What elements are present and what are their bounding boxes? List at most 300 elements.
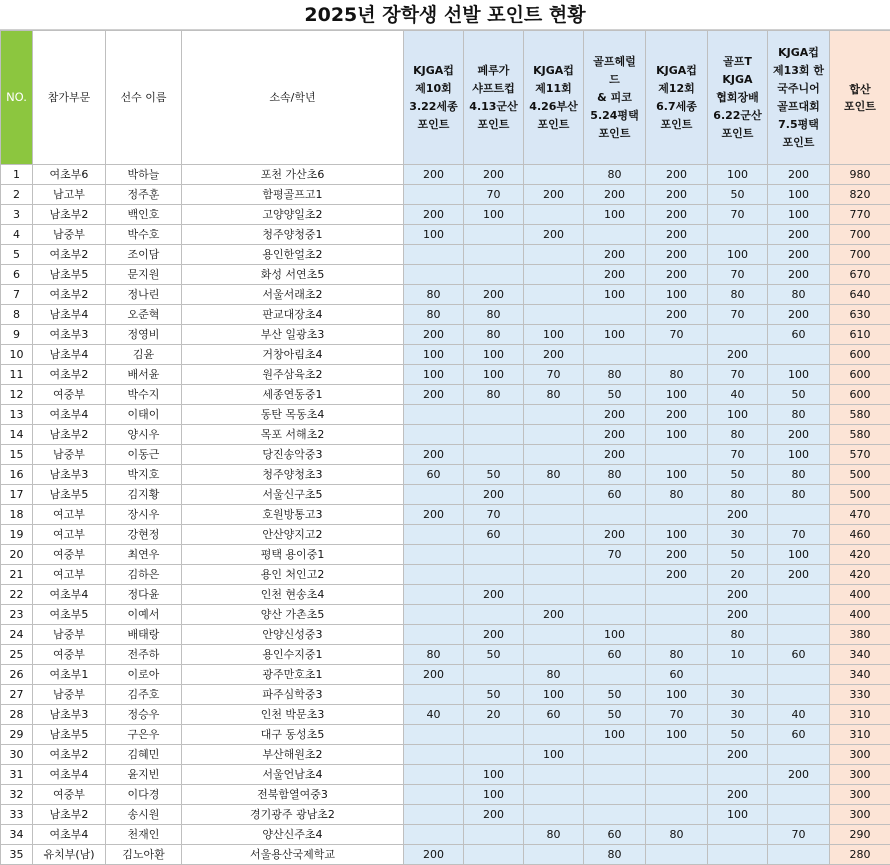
cell-points[interactable] [768,785,830,805]
cell-points[interactable]: 200 [584,265,646,285]
cell-school[interactable]: 전북함열여중3 [182,785,404,805]
cell-points[interactable] [708,765,768,785]
cell-points[interactable]: 100 [524,325,584,345]
cell-points[interactable]: 200 [768,565,830,585]
cell-no[interactable]: 32 [1,785,33,805]
cell-points[interactable] [708,845,768,865]
cell-total[interactable]: 340 [830,665,890,685]
cell-name[interactable]: 이예서 [106,605,182,625]
cell-points[interactable]: 100 [464,785,524,805]
cell-points[interactable]: 200 [646,305,708,325]
cell-school[interactable]: 광주만호초1 [182,665,404,685]
cell-points[interactable] [646,605,708,625]
cell-division[interactable]: 여초부6 [33,165,106,185]
header-event[interactable] [404,31,464,165]
cell-points[interactable] [646,805,708,825]
cell-no[interactable]: 7 [1,285,33,305]
cell-total[interactable]: 580 [830,405,890,425]
cell-points[interactable]: 60 [768,645,830,665]
cell-points[interactable]: 80 [646,485,708,505]
cell-name[interactable]: 강현정 [106,525,182,545]
cell-points[interactable]: 100 [584,325,646,345]
cell-school[interactable]: 용인 처인고2 [182,565,404,585]
cell-name[interactable]: 이동근 [106,445,182,465]
cell-points[interactable] [404,725,464,745]
cell-points[interactable]: 100 [768,445,830,465]
cell-school[interactable]: 경기광주 광남초2 [182,805,404,825]
cell-points[interactable]: 70 [646,705,708,725]
cell-school[interactable]: 세종연동중1 [182,385,404,405]
cell-name[interactable]: 이태이 [106,405,182,425]
cell-points[interactable] [404,545,464,565]
cell-total[interactable]: 610 [830,325,890,345]
cell-points[interactable] [646,585,708,605]
cell-points[interactable] [646,345,708,365]
cell-points[interactable] [464,445,524,465]
cell-points[interactable]: 50 [708,185,768,205]
cell-points[interactable]: 200 [524,345,584,365]
cell-points[interactable]: 40 [768,705,830,725]
cell-points[interactable]: 80 [768,485,830,505]
cell-total[interactable]: 310 [830,725,890,745]
cell-points[interactable] [464,405,524,425]
cell-points[interactable]: 80 [646,825,708,845]
cell-no[interactable]: 33 [1,805,33,825]
cell-points[interactable]: 60 [524,705,584,725]
cell-no[interactable]: 17 [1,485,33,505]
cell-points[interactable]: 80 [404,645,464,665]
cell-division[interactable]: 남초부2 [33,425,106,445]
cell-school[interactable]: 목포 서해초2 [182,425,404,445]
cell-points[interactable]: 80 [646,365,708,385]
cell-division[interactable]: 남초부2 [33,805,106,825]
cell-points[interactable]: 40 [708,385,768,405]
cell-division[interactable]: 남초부2 [33,205,106,225]
cell-points[interactable] [464,245,524,265]
cell-division[interactable]: 남초부4 [33,345,106,365]
cell-name[interactable]: 백인호 [106,205,182,225]
cell-points[interactable] [404,605,464,625]
cell-points[interactable]: 70 [464,505,524,525]
cell-division[interactable]: 여초부4 [33,825,106,845]
cell-school[interactable]: 용인수지중1 [182,645,404,665]
header-total[interactable] [830,31,890,165]
cell-no[interactable]: 6 [1,265,33,285]
cell-division[interactable]: 남초부3 [33,705,106,725]
cell-points[interactable]: 200 [646,205,708,225]
cell-name[interactable]: 장시우 [106,505,182,525]
cell-school[interactable]: 파주심학중3 [182,685,404,705]
cell-total[interactable]: 500 [830,485,890,505]
cell-points[interactable]: 60 [584,485,646,505]
cell-total[interactable]: 420 [830,565,890,585]
header-event[interactable] [646,31,708,165]
cell-points[interactable]: 100 [646,385,708,405]
cell-school[interactable]: 대구 동성초5 [182,725,404,745]
cell-points[interactable] [404,625,464,645]
cell-points[interactable]: 100 [464,365,524,385]
cell-points[interactable]: 100 [584,205,646,225]
cell-name[interactable]: 정승우 [106,705,182,725]
cell-points[interactable] [464,665,524,685]
cell-total[interactable]: 770 [830,205,890,225]
cell-points[interactable]: 60 [646,665,708,685]
cell-points[interactable] [646,765,708,785]
cell-points[interactable]: 50 [708,725,768,745]
cell-school[interactable]: 인천 박문초3 [182,705,404,725]
cell-points[interactable] [584,785,646,805]
cell-points[interactable]: 100 [584,625,646,645]
cell-points[interactable] [404,745,464,765]
cell-division[interactable]: 남중부 [33,445,106,465]
cell-points[interactable] [646,625,708,645]
cell-name[interactable]: 정주훈 [106,185,182,205]
cell-points[interactable] [404,425,464,445]
cell-points[interactable]: 200 [646,265,708,285]
cell-points[interactable]: 70 [464,185,524,205]
cell-points[interactable]: 200 [464,625,524,645]
cell-points[interactable]: 200 [584,405,646,425]
cell-points[interactable]: 100 [708,405,768,425]
cell-points[interactable]: 100 [464,345,524,365]
cell-points[interactable]: 200 [708,785,768,805]
cell-school[interactable]: 서울언남초4 [182,765,404,785]
cell-points[interactable] [646,845,708,865]
cell-name[interactable]: 이다경 [106,785,182,805]
cell-school[interactable]: 서울서래초2 [182,285,404,305]
cell-total[interactable]: 570 [830,445,890,465]
cell-points[interactable]: 100 [768,205,830,225]
header-no[interactable]: NO. [1,31,33,165]
cell-total[interactable]: 470 [830,505,890,525]
cell-points[interactable]: 100 [464,765,524,785]
cell-points[interactable] [708,665,768,685]
cell-points[interactable] [524,165,584,185]
cell-name[interactable]: 문지원 [106,265,182,285]
cell-points[interactable] [646,505,708,525]
cell-points[interactable] [768,585,830,605]
cell-total[interactable]: 820 [830,185,890,205]
cell-points[interactable]: 80 [464,305,524,325]
cell-points[interactable]: 200 [646,405,708,425]
cell-points[interactable] [708,225,768,245]
cell-school[interactable]: 원주삼육초2 [182,365,404,385]
cell-points[interactable]: 200 [768,305,830,325]
cell-points[interactable] [584,605,646,625]
cell-points[interactable]: 100 [646,285,708,305]
cell-points[interactable]: 100 [708,805,768,825]
cell-total[interactable]: 700 [830,245,890,265]
cell-points[interactable]: 100 [584,725,646,745]
cell-points[interactable]: 100 [646,425,708,445]
cell-points[interactable]: 200 [584,245,646,265]
cell-name[interactable]: 이로아 [106,665,182,685]
cell-no[interactable]: 12 [1,385,33,405]
cell-points[interactable] [584,505,646,525]
cell-points[interactable]: 200 [646,185,708,205]
cell-points[interactable] [768,625,830,645]
cell-division[interactable]: 남초부3 [33,465,106,485]
cell-points[interactable]: 100 [768,185,830,205]
cell-points[interactable]: 200 [768,265,830,285]
cell-points[interactable]: 100 [524,745,584,765]
cell-name[interactable]: 김하은 [106,565,182,585]
cell-points[interactable]: 70 [524,365,584,385]
cell-points[interactable] [464,225,524,245]
cell-points[interactable]: 200 [708,745,768,765]
cell-no[interactable]: 20 [1,545,33,565]
cell-division[interactable]: 남초부5 [33,265,106,285]
cell-school[interactable]: 화성 서연초5 [182,265,404,285]
cell-no[interactable]: 5 [1,245,33,265]
cell-points[interactable]: 80 [768,285,830,305]
cell-points[interactable] [768,605,830,625]
cell-total[interactable]: 420 [830,545,890,565]
cell-points[interactable] [524,785,584,805]
cell-no[interactable]: 29 [1,725,33,745]
cell-points[interactable] [464,725,524,745]
cell-division[interactable]: 여초부4 [33,405,106,425]
cell-name[interactable]: 정나린 [106,285,182,305]
cell-points[interactable] [524,505,584,525]
cell-name[interactable]: 김윤 [106,345,182,365]
cell-points[interactable] [524,765,584,785]
cell-points[interactable]: 200 [768,245,830,265]
cell-total[interactable]: 630 [830,305,890,325]
cell-no[interactable]: 3 [1,205,33,225]
header-event[interactable] [524,31,584,165]
cell-school[interactable]: 포천 가산초6 [182,165,404,185]
cell-points[interactable]: 100 [464,205,524,225]
cell-school[interactable]: 청주양청초3 [182,465,404,485]
cell-school[interactable]: 서울신구초5 [182,485,404,505]
cell-points[interactable]: 100 [708,165,768,185]
cell-points[interactable] [404,805,464,825]
cell-no[interactable]: 27 [1,685,33,705]
cell-points[interactable]: 80 [708,625,768,645]
cell-points[interactable]: 200 [404,665,464,685]
cell-name[interactable]: 박지호 [106,465,182,485]
cell-points[interactable] [404,685,464,705]
cell-division[interactable]: 남중부 [33,625,106,645]
cell-points[interactable] [464,265,524,285]
cell-total[interactable]: 500 [830,465,890,485]
cell-points[interactable]: 50 [708,545,768,565]
cell-points[interactable]: 200 [646,225,708,245]
cell-division[interactable]: 남초부4 [33,305,106,325]
cell-points[interactable]: 200 [646,165,708,185]
cell-points[interactable]: 70 [708,205,768,225]
cell-no[interactable]: 14 [1,425,33,445]
cell-points[interactable] [524,805,584,825]
cell-points[interactable]: 70 [768,525,830,545]
cell-no[interactable]: 26 [1,665,33,685]
cell-points[interactable]: 200 [524,185,584,205]
cell-no[interactable]: 8 [1,305,33,325]
cell-points[interactable] [524,285,584,305]
cell-points[interactable] [464,745,524,765]
cell-points[interactable] [584,745,646,765]
cell-no[interactable]: 9 [1,325,33,345]
cell-total[interactable]: 980 [830,165,890,185]
cell-points[interactable] [584,305,646,325]
cell-points[interactable] [768,805,830,825]
cell-points[interactable]: 80 [708,425,768,445]
cell-school[interactable]: 서울용산국제학교 [182,845,404,865]
cell-points[interactable] [584,585,646,605]
cell-points[interactable] [524,265,584,285]
cell-total[interactable]: 300 [830,745,890,765]
cell-no[interactable]: 18 [1,505,33,525]
cell-school[interactable]: 양산 가촌초5 [182,605,404,625]
cell-name[interactable]: 천재인 [106,825,182,845]
cell-points[interactable]: 200 [464,165,524,185]
cell-no[interactable]: 25 [1,645,33,665]
cell-points[interactable]: 50 [708,465,768,485]
cell-division[interactable]: 여초부2 [33,245,106,265]
cell-division[interactable]: 여초부4 [33,765,106,785]
cell-total[interactable]: 460 [830,525,890,545]
cell-points[interactable]: 200 [404,505,464,525]
cell-points[interactable]: 80 [524,665,584,685]
cell-points[interactable] [708,325,768,345]
cell-total[interactable]: 600 [830,365,890,385]
cell-name[interactable]: 오준혁 [106,305,182,325]
cell-points[interactable] [464,565,524,585]
cell-points[interactable] [524,845,584,865]
cell-total[interactable]: 280 [830,845,890,865]
cell-points[interactable]: 200 [646,545,708,565]
cell-points[interactable]: 70 [708,365,768,385]
cell-total[interactable]: 300 [830,805,890,825]
cell-points[interactable]: 40 [404,705,464,725]
cell-division[interactable]: 여초부2 [33,365,106,385]
cell-no[interactable]: 11 [1,365,33,385]
cell-no[interactable]: 1 [1,165,33,185]
cell-division[interactable]: 여고부 [33,505,106,525]
cell-school[interactable]: 판교대장초4 [182,305,404,325]
cell-points[interactable] [404,585,464,605]
cell-name[interactable]: 최연우 [106,545,182,565]
cell-points[interactable]: 80 [464,325,524,345]
cell-name[interactable]: 배서윤 [106,365,182,385]
cell-name[interactable]: 정다윤 [106,585,182,605]
cell-points[interactable] [404,485,464,505]
cell-name[interactable]: 구은우 [106,725,182,745]
header-school[interactable]: 소속/학년 [182,31,404,165]
cell-points[interactable] [464,545,524,565]
cell-points[interactable]: 20 [708,565,768,585]
cell-points[interactable]: 200 [464,285,524,305]
cell-points[interactable] [524,565,584,585]
cell-school[interactable]: 부산해원초2 [182,745,404,765]
cell-points[interactable]: 100 [646,525,708,545]
cell-division[interactable]: 여중부 [33,545,106,565]
cell-division[interactable]: 여초부4 [33,585,106,605]
cell-division[interactable]: 남초부5 [33,725,106,745]
cell-points[interactable]: 200 [646,565,708,585]
cell-school[interactable]: 당진송악중3 [182,445,404,465]
cell-division[interactable]: 여중부 [33,785,106,805]
cell-points[interactable]: 100 [646,725,708,745]
cell-points[interactable]: 100 [404,225,464,245]
cell-points[interactable] [404,565,464,585]
cell-points[interactable] [464,605,524,625]
cell-points[interactable]: 200 [404,845,464,865]
cell-division[interactable]: 여초부2 [33,285,106,305]
cell-division[interactable]: 남중부 [33,225,106,245]
cell-points[interactable] [404,405,464,425]
cell-points[interactable]: 50 [584,705,646,725]
cell-points[interactable] [768,845,830,865]
cell-points[interactable]: 50 [464,465,524,485]
cell-points[interactable] [524,425,584,445]
cell-points[interactable] [584,765,646,785]
cell-points[interactable]: 70 [708,305,768,325]
cell-school[interactable]: 호원방통고3 [182,505,404,525]
cell-total[interactable]: 330 [830,685,890,705]
cell-points[interactable] [404,765,464,785]
cell-points[interactable] [768,345,830,365]
cell-name[interactable]: 송시원 [106,805,182,825]
cell-total[interactable]: 340 [830,645,890,665]
cell-total[interactable]: 700 [830,225,890,245]
cell-points[interactable]: 200 [768,225,830,245]
cell-points[interactable]: 50 [584,385,646,405]
cell-points[interactable] [524,645,584,665]
cell-points[interactable]: 100 [404,345,464,365]
cell-points[interactable] [524,305,584,325]
cell-points[interactable] [464,845,524,865]
cell-points[interactable] [646,445,708,465]
cell-points[interactable]: 80 [584,365,646,385]
cell-division[interactable]: 남중부 [33,685,106,705]
cell-name[interactable]: 박하늘 [106,165,182,185]
cell-points[interactable]: 60 [464,525,524,545]
cell-total[interactable]: 380 [830,625,890,645]
cell-points[interactable]: 80 [708,285,768,305]
cell-points[interactable]: 80 [768,405,830,425]
cell-division[interactable]: 여고부 [33,565,106,585]
cell-points[interactable]: 200 [708,505,768,525]
cell-total[interactable]: 290 [830,825,890,845]
cell-points[interactable]: 70 [708,445,768,465]
cell-division[interactable]: 여초부2 [33,745,106,765]
cell-division[interactable]: 여고부 [33,525,106,545]
cell-no[interactable]: 16 [1,465,33,485]
cell-points[interactable] [524,625,584,645]
cell-points[interactable]: 100 [708,245,768,265]
cell-points[interactable] [768,685,830,705]
cell-points[interactable] [646,745,708,765]
cell-points[interactable] [524,545,584,565]
cell-total[interactable]: 670 [830,265,890,285]
cell-points[interactable]: 80 [584,465,646,485]
cell-points[interactable]: 70 [584,545,646,565]
cell-no[interactable]: 35 [1,845,33,865]
cell-points[interactable]: 30 [708,705,768,725]
cell-no[interactable]: 22 [1,585,33,605]
cell-points[interactable]: 20 [464,705,524,725]
cell-points[interactable]: 100 [404,365,464,385]
cell-points[interactable]: 30 [708,685,768,705]
cell-total[interactable]: 400 [830,605,890,625]
cell-points[interactable]: 80 [584,165,646,185]
cell-name[interactable]: 김노아환 [106,845,182,865]
cell-points[interactable]: 200 [404,325,464,345]
cell-points[interactable]: 200 [708,345,768,365]
cell-points[interactable]: 200 [524,605,584,625]
